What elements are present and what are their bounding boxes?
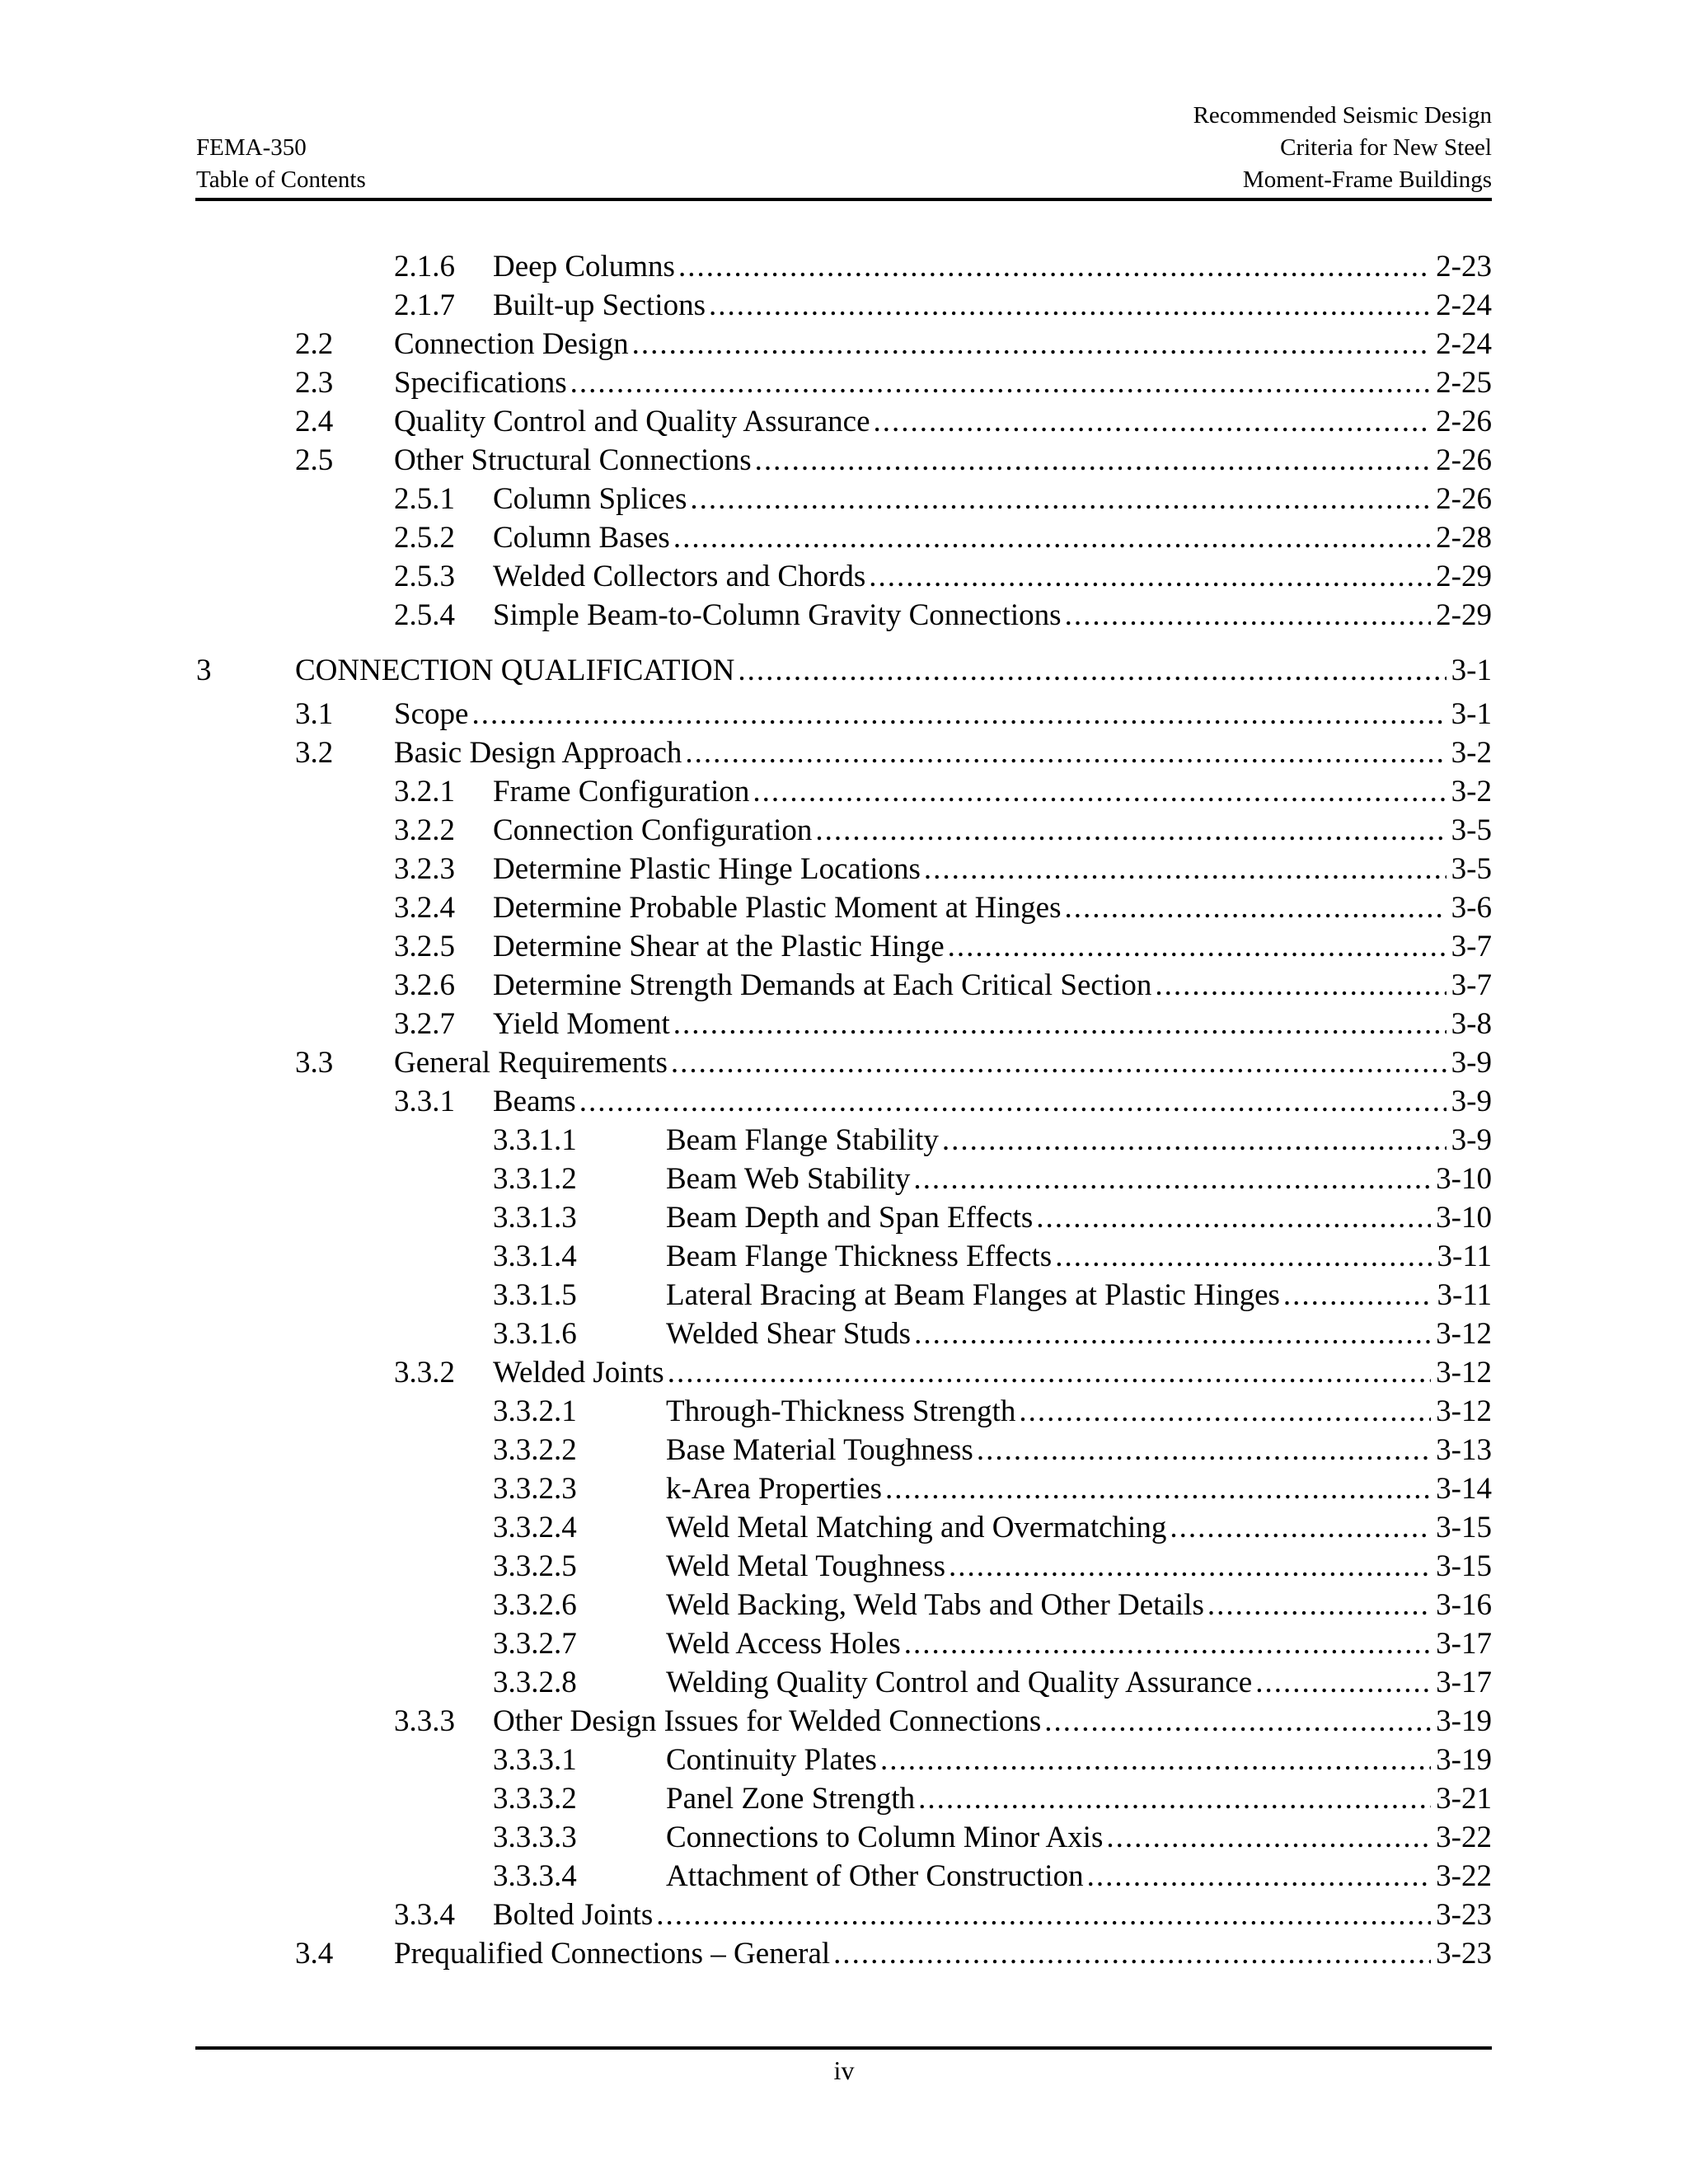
- toc-entry-number: 3.3.2.8: [493, 1666, 577, 1699]
- toc-entry[interactable]: [394, 557, 1492, 596]
- toc-entry-title: Other Design Issues for Welded Connections: [493, 1702, 1044, 1741]
- header-right: [1193, 100, 1492, 196]
- dot-leader: [1065, 596, 1432, 635]
- dot-leader: [755, 441, 1432, 480]
- dot-leader: [709, 286, 1431, 325]
- toc-entry-title: Column Splices: [493, 480, 690, 518]
- toc-entry[interactable]: [394, 850, 1492, 888]
- toc-entry-title: Lateral Bracing at Beam Flanges at Plastic Hinges: [666, 1276, 1283, 1315]
- document-title-line: Recommended Seismic Design: [1193, 102, 1492, 129]
- toc-entry-page: 3-10: [1436, 1201, 1492, 1235]
- toc-entry-page: 3-19: [1436, 1743, 1492, 1777]
- toc-entry-title: Beam Depth and Span Effects: [666, 1198, 1036, 1237]
- toc-entry-page: 3-12: [1436, 1317, 1492, 1351]
- toc-entry[interactable]: [493, 1237, 1492, 1276]
- toc-entry[interactable]: [493, 1431, 1492, 1469]
- toc-entry[interactable]: [493, 1741, 1492, 1779]
- toc-entry-title: Determine Plastic Hinge Locations: [493, 850, 924, 888]
- dot-leader: [1170, 1508, 1431, 1547]
- toc-entry-page: 3-23: [1436, 1937, 1492, 1971]
- toc-entry-page: 3-14: [1436, 1472, 1492, 1506]
- toc-entry-number: 3.3.2: [394, 1356, 455, 1390]
- toc-entry-number: 2.5.4: [394, 598, 455, 632]
- toc-entry[interactable]: [295, 325, 1492, 363]
- toc-entry-title: Weld Access Holes: [666, 1624, 904, 1663]
- toc-entry-number: 3.3.4: [394, 1898, 455, 1932]
- toc-entry-title: Connections to Column Minor Axis: [666, 1818, 1106, 1857]
- toc-entry-number: 2.4: [295, 405, 334, 438]
- dot-leader: [942, 1121, 1447, 1160]
- dot-leader: [632, 325, 1432, 363]
- toc-entry-number: 3.3.3.1: [493, 1743, 577, 1777]
- dot-leader: [471, 695, 1446, 733]
- toc-entry-number: 3.2.7: [394, 1007, 455, 1041]
- toc-entry-title: Base Material Toughness: [666, 1431, 977, 1469]
- toc-entry[interactable]: [493, 1779, 1492, 1818]
- toc-entry-number: 3.3.1.4: [493, 1240, 577, 1273]
- toc-entry-page: 3-5: [1451, 813, 1492, 847]
- toc-entry-title: Through-Thickness Strength: [666, 1392, 1019, 1431]
- toc-entry-number: 3.2.3: [394, 852, 455, 886]
- toc-entry-number: 3.4: [295, 1937, 334, 1971]
- toc-entry-page: 3-5: [1451, 852, 1492, 886]
- toc-entry-title: Weld Backing, Weld Tabs and Other Details: [666, 1586, 1207, 1624]
- toc-entry[interactable]: [394, 966, 1492, 1005]
- dot-leader: [1155, 966, 1446, 1005]
- toc-entry[interactable]: [295, 733, 1492, 772]
- toc-entry[interactable]: [394, 518, 1492, 557]
- toc-entry-title: Scope: [394, 695, 471, 733]
- toc-entry-title: Connection Design: [394, 325, 632, 363]
- toc-entry-page: 2-23: [1436, 250, 1492, 284]
- toc-entry[interactable]: [493, 1663, 1492, 1702]
- toc-entry-number: 3.3.1.5: [493, 1278, 577, 1312]
- toc-entry[interactable]: [394, 1082, 1492, 1121]
- toc-entry-title: Weld Metal Toughness: [666, 1547, 949, 1586]
- toc-entry-page: 2-29: [1436, 560, 1492, 593]
- toc-entry[interactable]: [493, 1198, 1492, 1237]
- toc-entry[interactable]: [295, 441, 1492, 480]
- toc-entry-number: 2.1.6: [394, 250, 455, 284]
- toc-entry-number: 3.2.1: [394, 775, 455, 808]
- toc-entry-title: Built-up Sections: [493, 286, 709, 325]
- toc-entry-page: 2-26: [1436, 482, 1492, 516]
- toc-entry-number: 3.3.3.2: [493, 1782, 577, 1816]
- toc-entry-page: 3-9: [1451, 1085, 1492, 1118]
- section-name: Table of Contents: [196, 166, 366, 193]
- dot-leader: [570, 363, 1432, 402]
- toc-entry-number: 3.2.4: [394, 891, 455, 925]
- toc-entry-page: 3-12: [1436, 1356, 1492, 1390]
- dot-leader: [833, 1934, 1431, 1973]
- dot-leader: [977, 1431, 1431, 1469]
- toc-entry-title: Welded Joints: [493, 1353, 668, 1392]
- dot-leader: [885, 1469, 1431, 1508]
- dot-leader: [913, 1160, 1431, 1198]
- dot-leader: [753, 772, 1446, 811]
- toc-entry[interactable]: [394, 596, 1492, 635]
- toc-entry[interactable]: [394, 772, 1492, 811]
- toc-entry-title: Column Bases: [493, 518, 673, 557]
- toc-entry-number: 3.3.3.3: [493, 1821, 577, 1854]
- dot-leader: [1036, 1198, 1431, 1237]
- toc-entry-page: 2-24: [1436, 327, 1492, 361]
- dot-leader: [880, 1741, 1431, 1779]
- toc-entry-title: Deep Columns: [493, 247, 678, 286]
- toc-entry-number: 3.1: [295, 697, 334, 731]
- toc-entry-page: 3-17: [1436, 1666, 1492, 1699]
- toc-entry-page: 3-15: [1436, 1549, 1492, 1583]
- toc-entry-page: 3-2: [1451, 775, 1492, 808]
- toc-entry[interactable]: [394, 480, 1492, 518]
- toc-entry-page: 3-8: [1451, 1007, 1492, 1041]
- toc-entry-page: 3-7: [1451, 968, 1492, 1002]
- toc-entry-page: 3-9: [1451, 1046, 1492, 1080]
- toc-entry-title: k-Area Properties: [666, 1469, 885, 1508]
- toc-entry-title: Frame Configuration: [493, 772, 753, 811]
- toc-entry[interactable]: [394, 286, 1492, 325]
- toc-entry-number: 3.3.1.6: [493, 1317, 577, 1351]
- toc-entry-title: Specifications: [394, 363, 570, 402]
- toc-entry-title: Determine Shear at the Plastic Hinge: [493, 927, 948, 966]
- dot-leader: [1065, 888, 1447, 927]
- toc-entry[interactable]: [394, 247, 1492, 286]
- toc-entry-number: 3.2.2: [394, 813, 455, 847]
- dot-leader: [678, 247, 1431, 286]
- toc-entry-title: CONNECTION QUALIFICATION: [295, 651, 738, 690]
- toc-entry-page: 2-26: [1436, 443, 1492, 477]
- toc-entry[interactable]: [493, 1469, 1492, 1508]
- toc-entry-number: 2.3: [295, 366, 334, 400]
- toc-entry[interactable]: [493, 1276, 1492, 1315]
- toc-entry-page: 3-22: [1436, 1859, 1492, 1893]
- toc-entry-title: Beam Flange Thickness Effects: [666, 1237, 1055, 1276]
- toc-entry-number: 3.3.2.7: [493, 1627, 577, 1661]
- toc-entry-page: 2-24: [1436, 288, 1492, 322]
- toc-entry-page: 2-25: [1436, 366, 1492, 400]
- toc-entry[interactable]: [493, 1547, 1492, 1586]
- toc-entry-page: 3-16: [1436, 1588, 1492, 1622]
- toc-entry-page: 3-15: [1436, 1511, 1492, 1544]
- toc-entry[interactable]: [295, 363, 1492, 402]
- toc-entry-page: 2-28: [1436, 521, 1492, 555]
- dot-leader: [1055, 1237, 1432, 1276]
- dot-leader: [671, 1043, 1447, 1082]
- toc-entry-page: 2-29: [1436, 598, 1492, 632]
- toc-entry-number: 3.3.3.4: [493, 1859, 577, 1893]
- toc-entry-title: Welded Collectors and Chords: [493, 557, 869, 596]
- dot-leader: [673, 1005, 1447, 1043]
- toc-entry[interactable]: [196, 651, 1492, 690]
- toc-entry-number: 3.3.2.3: [493, 1472, 577, 1506]
- dot-leader: [1087, 1857, 1432, 1896]
- toc-entry-title: Simple Beam-to-Column Gravity Connections: [493, 596, 1065, 635]
- dot-leader: [673, 518, 1431, 557]
- toc-entry-page: 3-17: [1436, 1627, 1492, 1661]
- toc-entry-number: 3.3.3: [394, 1704, 455, 1738]
- footer-rule: [195, 2046, 1492, 2050]
- dot-leader: [668, 1353, 1431, 1392]
- toc-entry[interactable]: [394, 1896, 1492, 1934]
- toc-entry-number: 3.3.1.2: [493, 1162, 577, 1196]
- toc-entry-title: Determine Probable Plastic Moment at Hinges: [493, 888, 1065, 927]
- toc-entry[interactable]: [493, 1857, 1492, 1896]
- toc-entry-title: Connection Configuration: [493, 811, 815, 850]
- toc-entry[interactable]: [295, 402, 1492, 441]
- toc-entry-title: Attachment of Other Construction: [666, 1857, 1087, 1896]
- toc-entry-title: Welding Quality Control and Quality Assurance: [666, 1663, 1255, 1702]
- toc-entry[interactable]: [394, 1005, 1492, 1043]
- toc-entry[interactable]: [493, 1315, 1492, 1353]
- toc-entry-number: 2.5.3: [394, 560, 455, 593]
- dot-leader: [1283, 1276, 1432, 1315]
- toc-entry-page: 3-9: [1451, 1123, 1492, 1157]
- toc-entry-title: Basic Design Approach: [394, 733, 685, 772]
- toc-entry-page: 3-12: [1436, 1394, 1492, 1428]
- dot-leader: [918, 1779, 1431, 1818]
- toc-entry-number: 2.1.7: [394, 288, 455, 322]
- dot-leader: [1106, 1818, 1431, 1857]
- dot-leader: [1207, 1586, 1431, 1624]
- dot-leader: [924, 850, 1447, 888]
- dot-leader: [690, 480, 1431, 518]
- toc-entry-title: General Requirements: [394, 1043, 671, 1082]
- toc-entry-number: 2.5: [295, 443, 334, 477]
- toc-entry[interactable]: [295, 695, 1492, 733]
- toc-entry-title: Other Structural Connections: [394, 441, 755, 480]
- toc-entry-number: 3.3.2.1: [493, 1394, 577, 1428]
- toc-entry-page: 3-13: [1436, 1433, 1492, 1467]
- toc-entry-number: 2.5.1: [394, 482, 455, 516]
- toc-entry-number: 3.3.2.2: [493, 1433, 577, 1467]
- toc-entry[interactable]: [493, 1586, 1492, 1624]
- toc-entry-number: 3.3.2.6: [493, 1588, 577, 1622]
- toc-entry[interactable]: [493, 1392, 1492, 1431]
- toc-entry[interactable]: [394, 1353, 1492, 1392]
- toc-entry[interactable]: [493, 1624, 1492, 1663]
- toc-entry-number: 3.3.1.3: [493, 1201, 577, 1235]
- dot-leader: [948, 927, 1447, 966]
- dot-leader: [738, 651, 1446, 690]
- toc-entry[interactable]: [295, 1934, 1492, 1973]
- toc-entry-title: Continuity Plates: [666, 1741, 880, 1779]
- toc-entry-page: 3-22: [1436, 1821, 1492, 1854]
- dot-leader: [1255, 1663, 1431, 1702]
- document-id: FEMA-350: [196, 134, 307, 161]
- toc-entry[interactable]: [295, 1043, 1492, 1082]
- toc-entry-page: 3-1: [1451, 654, 1492, 687]
- toc-entry-number: 2.2: [295, 327, 334, 361]
- page-number: iv: [833, 2055, 855, 2085]
- toc-entry[interactable]: [394, 927, 1492, 966]
- toc-entry[interactable]: [394, 811, 1492, 850]
- toc-entry-number: 3.2.5: [394, 930, 455, 963]
- dot-leader: [874, 402, 1432, 441]
- toc-entry[interactable]: [493, 1160, 1492, 1198]
- toc-entry-page: 3-10: [1436, 1162, 1492, 1196]
- toc-entry-title: Beam Flange Stability: [666, 1121, 942, 1160]
- dot-leader: [1019, 1392, 1431, 1431]
- toc-entry[interactable]: [394, 888, 1492, 927]
- toc-entry[interactable]: [394, 1702, 1492, 1741]
- toc-entry-number: 3.3.2.4: [493, 1511, 577, 1544]
- dot-leader: [656, 1896, 1431, 1934]
- toc-entry-number: 3.2: [295, 736, 334, 770]
- toc-entry-title: Welded Shear Studs: [666, 1315, 914, 1353]
- toc-entry-title: Bolted Joints: [493, 1896, 656, 1934]
- header-rule: [195, 198, 1492, 201]
- toc-entry-page: 3-19: [1436, 1704, 1492, 1738]
- toc-entry-title: Prequalified Connections – General: [394, 1934, 833, 1973]
- toc-entry-number: 3.3.2.5: [493, 1549, 577, 1583]
- toc-entry-page: 3-7: [1451, 930, 1492, 963]
- toc-entry[interactable]: [493, 1818, 1492, 1857]
- toc-entry-number: 3.2.6: [394, 968, 455, 1002]
- dot-leader: [869, 557, 1431, 596]
- dot-leader: [685, 733, 1446, 772]
- toc-entry[interactable]: [493, 1508, 1492, 1547]
- dot-leader: [914, 1315, 1431, 1353]
- dot-leader: [1044, 1702, 1431, 1741]
- toc-entry-number: 3.3.1: [394, 1085, 455, 1118]
- dot-leader: [949, 1547, 1431, 1586]
- toc-entry-page: 3-11: [1437, 1278, 1492, 1312]
- toc-entry-number: 3: [196, 654, 212, 687]
- toc-entry-title: Panel Zone Strength: [666, 1779, 918, 1818]
- dot-leader: [815, 811, 1446, 850]
- toc-entry-number: 3.3.1.1: [493, 1123, 577, 1157]
- document-title-line: Moment-Frame Buildings: [1242, 166, 1492, 193]
- toc-entry-title: Weld Metal Matching and Overmatching: [666, 1508, 1170, 1547]
- toc-entry-page: 3-2: [1451, 736, 1492, 770]
- toc-entry-title: Yield Moment: [493, 1005, 673, 1043]
- dot-leader: [579, 1082, 1447, 1121]
- toc-entry-page: 3-6: [1451, 891, 1492, 925]
- toc-entry-title: Determine Strength Demands at Each Critical Section: [493, 966, 1155, 1005]
- toc-entry-title: Beam Web Stability: [666, 1160, 913, 1198]
- toc-entry-page: 2-26: [1436, 405, 1492, 438]
- toc-entry-number: 3.3: [295, 1046, 334, 1080]
- toc-entry-page: 3-1: [1451, 697, 1492, 731]
- toc-entry[interactable]: [493, 1121, 1492, 1160]
- toc-entry-number: 2.5.2: [394, 521, 455, 555]
- toc-entry-title: Quality Control and Quality Assurance: [394, 402, 874, 441]
- toc-entry-page: 3-11: [1437, 1240, 1492, 1273]
- toc-entry-title: Beams: [493, 1082, 579, 1121]
- document-title-line: Criteria for New Steel: [1280, 134, 1492, 161]
- header-left: [196, 132, 366, 196]
- toc-entry-page: 3-23: [1436, 1898, 1492, 1932]
- toc-entry-page: 3-21: [1436, 1782, 1492, 1816]
- dot-leader: [904, 1624, 1431, 1663]
